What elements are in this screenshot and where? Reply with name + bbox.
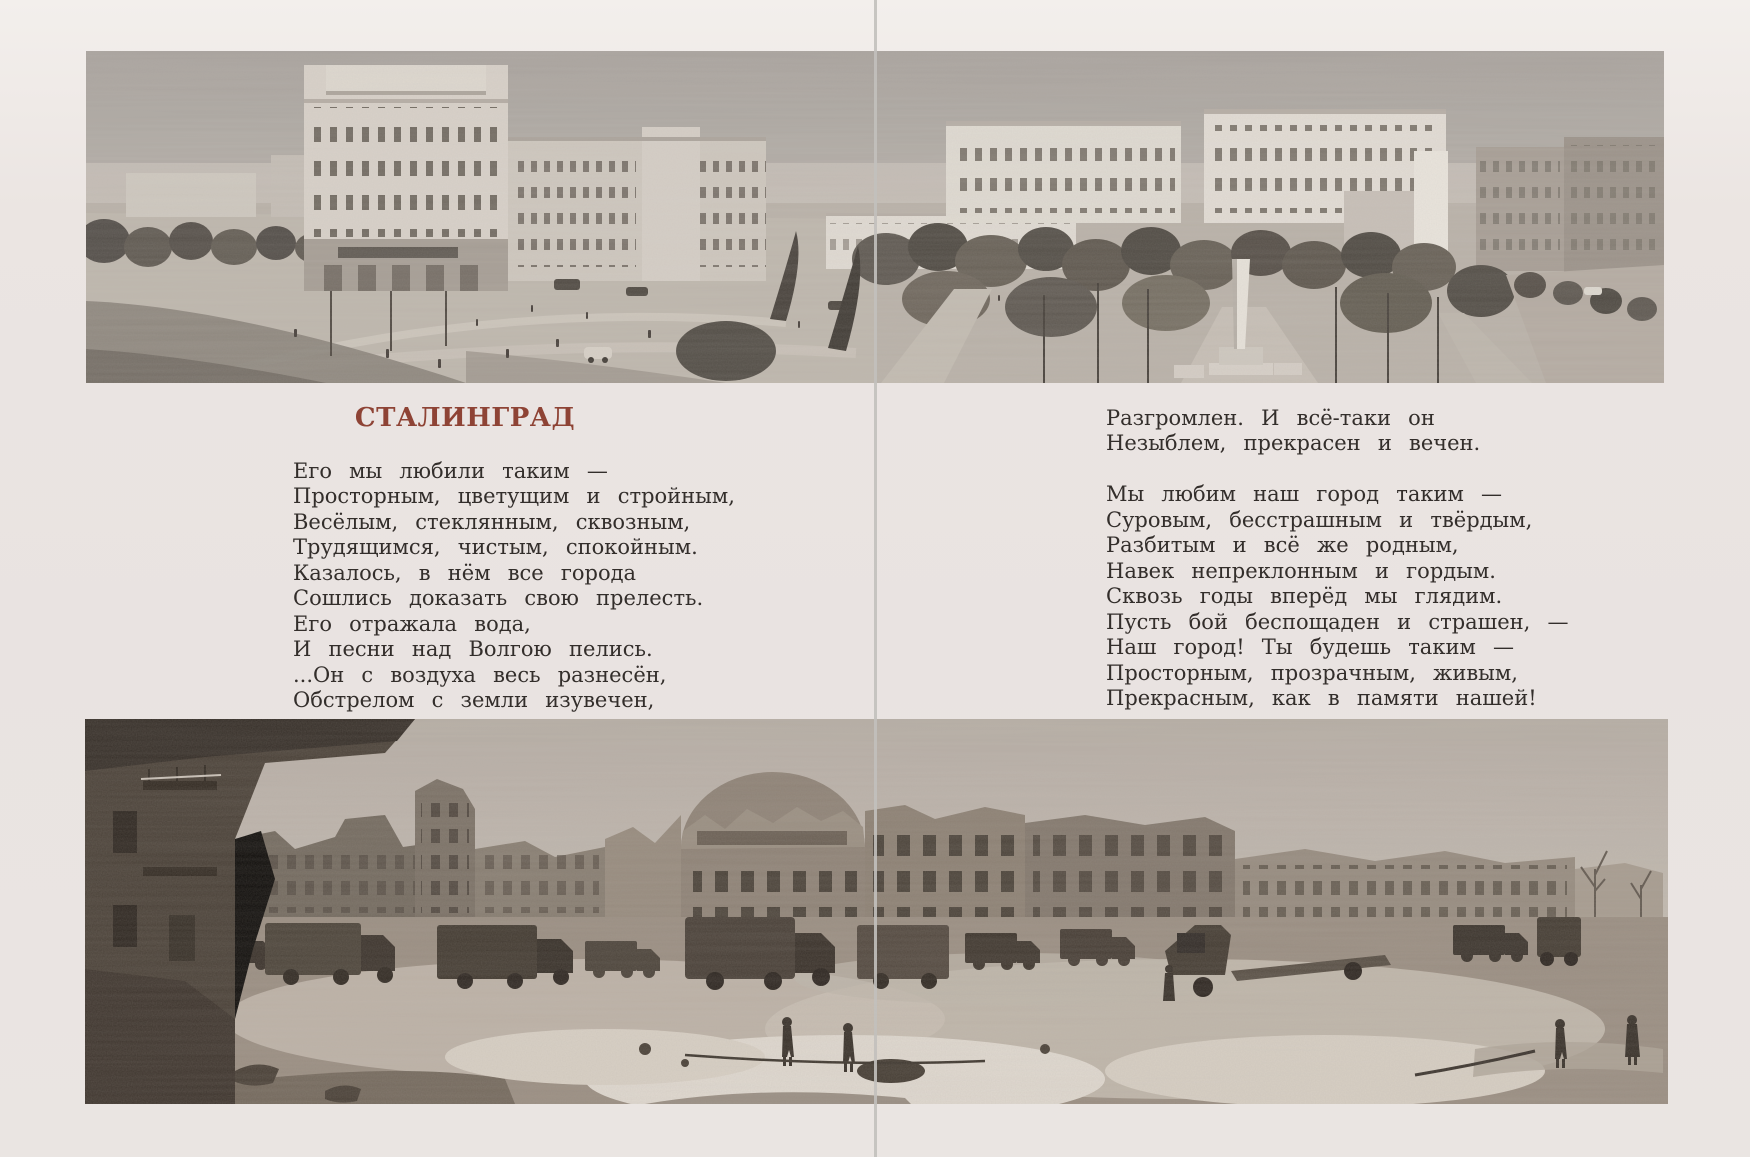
poem-left-column — [293, 459, 735, 714]
poem-line: Казалось, в нём все города — [293, 560, 637, 585]
poem-line: Трудящимся, чистым, спокойным. — [293, 535, 698, 560]
poem-line: Разгромлен. И всё-таки он — [1106, 406, 1435, 430]
poem-line: Разбитым и всё же родным, — [1106, 533, 1459, 558]
poem-line: Мы любим наш город таким — — [1106, 482, 1502, 507]
poem-right-column — [1106, 406, 1568, 711]
stanza-gap — [1106, 457, 1568, 482]
poem-line: Просторным, прозрачным, живым, — [1106, 660, 1518, 685]
poem-line: Незыблем, прекрасен и вечен. — [1106, 431, 1481, 456]
poem-line: Пусть бой беспощаден и страшен, — — [1106, 609, 1569, 634]
poem-line: Сошлись доказать свою прелесть. — [293, 586, 704, 611]
poem-line: Обстрелом с земли изувечен, — [293, 688, 655, 713]
poem-line: Его мы любили таким — — [293, 459, 608, 483]
poem-line: Суровым, бесстрашным и твёрдым, — [1106, 507, 1533, 532]
poem-line: Прекрасным, как в памяти нашей! — [1106, 685, 1537, 710]
poem-line: Весёлым, стеклянным, сквозным, — [293, 509, 691, 534]
poem-line: Просторным, цветущим и стройным, — [293, 484, 735, 509]
page-gutter-line — [874, 0, 877, 1157]
poem-line: ...Он с воздуха весь разнесён, — [293, 662, 667, 687]
poem-line: Навек непреклонным и гордым. — [1106, 558, 1496, 583]
poem-line: И песни над Волгою пелись. — [293, 637, 653, 662]
page-title: СТАЛИНГРАД — [354, 403, 576, 433]
poem-line: Наш город! Ты будешь таким — — [1106, 635, 1514, 660]
poem-line: Его отражала вода, — [293, 611, 531, 636]
poem-line: Сквозь годы вперёд мы глядим. — [1106, 584, 1503, 609]
